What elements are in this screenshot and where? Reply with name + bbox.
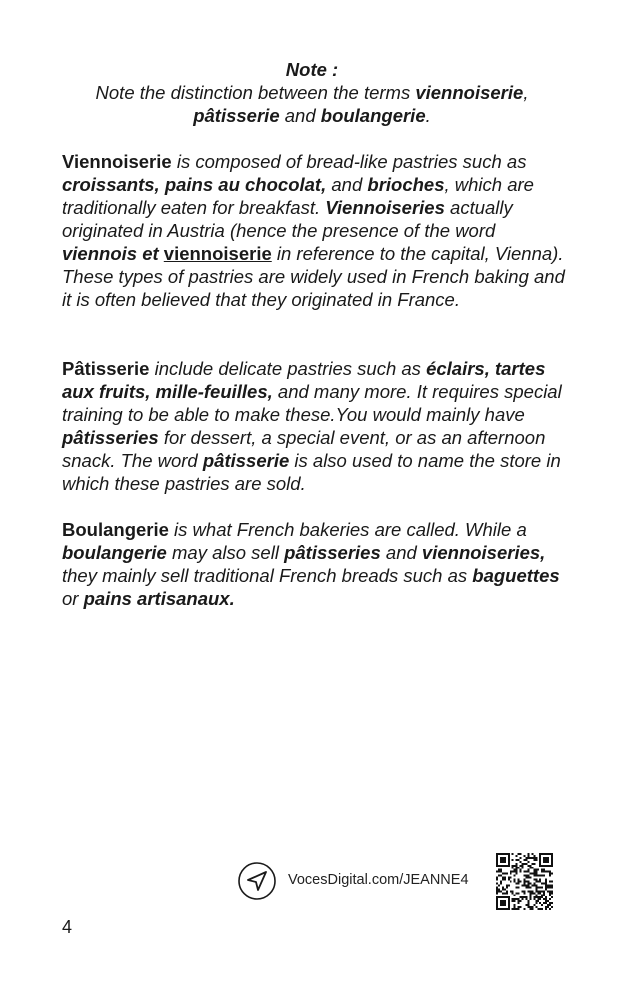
navigation-arrow-icon[interactable] [237,861,277,901]
text: for dessert, a special event, or as an afternoon snack. The word [62,427,546,471]
term-viennoiserie: viennoiserie [415,82,524,103]
qr-code-icon[interactable] [496,853,553,910]
text: , which are traditionally eaten for breakfast. [62,174,534,218]
term: Viennoiserie [62,151,172,172]
term: Viennoiseries [325,197,445,218]
paragraph-boulangerie [62,518,567,610]
note-text [62,81,562,127]
note-text-part: and [279,105,321,126]
text: is what French bakeries are called. While a [168,519,527,540]
term: éclairs, tartes aux fruits, mille-feuilles, [62,358,546,402]
term: baguettes [472,565,560,586]
term-patisserie: pâtisserie [193,105,280,126]
text: and [326,174,368,195]
text: and [380,542,422,563]
paragraph-viennoiserie [62,150,567,311]
term: pâtisseries [284,542,381,563]
text: is also used to name the store in which these pastries are sold. [62,450,561,494]
paragraph-patisserie [62,357,567,495]
text: and many more. It requires special training to be able to make these.You would mainly have [62,381,562,425]
page-number: 4 [62,917,73,937]
text: they mainly sell traditional French breads such as [62,565,473,586]
note-text-part: , [523,82,529,103]
footer-url-link[interactable]: VocesDigital.com/JEANNE4 [288,872,469,888]
term: pâtisseries [62,427,159,448]
text: or [62,588,84,609]
term-boulangerie: boulangerie [320,105,426,126]
text: actually originated in Austria (hence the presence of the word [62,197,513,241]
term: viennoiseries, [421,542,546,563]
term-underlined: viennoiserie [163,243,272,264]
text: include delicate pastries such as [149,358,427,379]
term: pâtisserie [202,450,290,471]
note-text-part: . [425,105,431,126]
note-text-part: Note the distinction between the terms [95,82,416,103]
term: Boulangerie [62,519,169,540]
term: pains artisanaux. [83,588,235,609]
note-block [62,58,562,127]
term: croissants, pains au chocolat, [62,174,327,195]
term: brioches [367,174,445,195]
text: may also sell [166,542,285,563]
text: in reference to the capital, Vienna). These types of pastries are widely used in French baking and it is often believed that they originated in France. [62,243,565,310]
note-title: Note : [285,59,339,80]
term: boulangerie [62,542,167,563]
text: is composed of bread-like pastries such as [171,151,527,172]
term: Pâtisserie [62,358,150,379]
term: viennois et [62,243,159,264]
